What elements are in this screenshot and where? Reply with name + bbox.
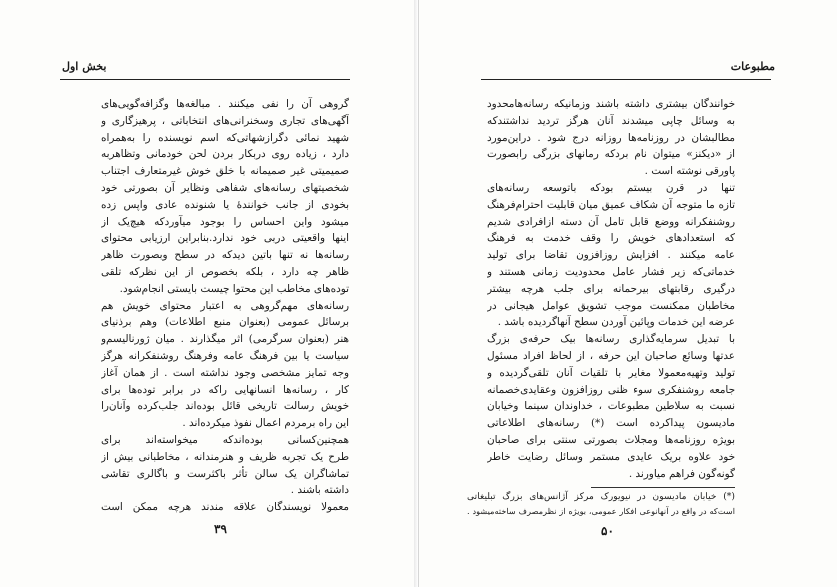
text-line: بخودی از جانب خوانندهٔ یا شنونده عادی واپس زده <box>101 198 349 211</box>
text-line: برسائل عمومی (بعنوان منبع اطلاعات) وهم برذنیای <box>101 316 349 329</box>
text-line: توده‌های مخاطب این محتوا چیست بایستی انجام‌شود. <box>119 282 349 295</box>
text-line: مطالبشان در روزنامه‌ها روزانه درج شود . دراین‌مورد <box>487 131 735 144</box>
text-line: تولید وتهیه‌معمولا مغایر با تلقیات آنان تلقی‌گردیده و <box>487 366 735 379</box>
text-line: هنر (بعنوان سرگرمی) اثر میگذارند . میان ژورنالیسم‌و <box>101 333 349 346</box>
text-line: میشود واین احساس را بوجود میآوردکه هیچ‌یک از <box>101 215 349 228</box>
footnote-line: است‌که در واقع در آنهانوعی افکار عمومی، بویژه از نظرمصرف ساخته‌میشود . <box>467 506 735 516</box>
page-number: ۵۰ <box>601 524 614 538</box>
text-line: خویش رسالت تاریخی قائل بوده‌اند جلب‌کرده وآنان‌را <box>101 400 349 413</box>
text-line: رسانه‌ها نه تنها باتین دیدکه در سطح وبصورت ظاهر <box>101 249 349 262</box>
text-line: معمولا نویسندگان علاقه مندند هرچه ممکن است <box>101 501 349 514</box>
text-line: طرح یک تجربه ظریف و هنرمندانه ، مخاطبانی بیش از <box>101 450 349 463</box>
right-page <box>418 0 837 587</box>
text-line: ظاهر چه دارد ، بلکه بخصوص از این نظرکه تلقی <box>101 265 349 278</box>
text-line: آگهی‌های تجاری وسخنرانی‌های انتخاباتی ، پرهیزگاری و <box>101 114 349 127</box>
text-line: شهید نمائی دگرازشهاتی‌که اسم نویسنده را به‌همراه <box>101 131 349 144</box>
text-line: درگیری رقابتهای بیرحمانه برای جلب هرچه بیشتر <box>487 282 735 295</box>
text-line: رسانه‌های مهم‌گروهی به اعتبار محتوای خویش هم <box>101 299 349 312</box>
text-line: مخاطبان ممکنست موجب تشویق عوامل هیجانی در <box>487 299 735 312</box>
text-line: سیاست یا بین فرهنگ عامه وفرهنگ روشنفکرانه هرگز <box>101 349 349 362</box>
text-line: تماشاگران یک سالن تأثر باکثرست و باگالری تقاشی <box>101 467 349 480</box>
text-line: همچنین‌کسانی بوده‌اندکه میخواسته‌اند برای <box>101 433 349 446</box>
header-rule <box>60 79 350 80</box>
footnote <box>467 490 735 518</box>
text-line: عامه میکنند . افزایش روزافزون تقاضا برای تولید <box>487 249 735 262</box>
text-line: به وسائل چاپی میشدند آنان هرگز تردید نداشتندکه <box>487 114 735 127</box>
left-page <box>0 0 416 587</box>
text-line: عرضه این خدمات وپائین آوردن سطح آنهاگردیده باشد . <box>497 316 735 329</box>
text-line: مادیسون پیداکرده است (*) رسانه‌های اطلاعاتی <box>487 417 735 430</box>
text-line: خوانندگان بیشتری داشته باشند وزمانیکه رسانه‌هامحدود <box>487 98 735 110</box>
text-line: دارد ، زیاده روی دربکار بردن لحن خودمانی وتظاهربه <box>101 148 349 161</box>
text-line: تنها در قرن بیستم بودکه باتوسعه رسانه‌های <box>487 181 735 194</box>
text-line: خدماتی‌که زیر فشار عامل محدودیت زمانی هستند و <box>487 265 735 278</box>
text-line: نسبت به سلاطین مطبوعات ، خداوندان سینما وخیابان <box>487 400 735 413</box>
running-head: مطبوعات <box>730 60 775 73</box>
header-rule <box>481 79 771 80</box>
footnote-rule <box>591 487 735 488</box>
text-line: بویژه روزنامه‌ها ومجلات بصورتی سنتی برای صاحبان <box>487 433 735 446</box>
text-line: صمیمیتی غیر صمیمانه با خلق خوش غیرمتعارف اجتناب <box>101 165 349 178</box>
footnote-line: (*) خیابان مادیسون در نیویورک مرکز آژانس‌های بزرگ تبلیغاتی <box>467 491 735 502</box>
body-text <box>487 96 735 482</box>
text-line: شخصیتهای رسانه‌های شفاهی ونظایر آن بصورتی خود <box>101 181 349 194</box>
text-line: از «دیکنز» میتوان نام بردکه رمانهای بزرگی رابصورت <box>487 148 735 161</box>
text-line: گونه‌گون فراهم میاورند . <box>628 467 735 480</box>
text-line: جامعه روشنفکری سوء ظنی روزافزون وعقایدی‌خصمانه <box>487 383 735 396</box>
text-line: روشنفکرانه ووضع قابل تامل آن دسته ازافرادی شدیم <box>487 215 735 228</box>
text-line: با تبدیل سرمایه‌گذاری رسانه‌ها بیک حرفه‌ی بزرگ <box>487 333 735 346</box>
body-text <box>101 96 349 516</box>
text-line: این راه برمردم اعمال نفوذ میکرده‌اند . <box>182 417 349 430</box>
text-line: که استعدادهای خویش را وقف خدمت به فرهنگ <box>487 232 735 245</box>
text-line: تازه ما متوجه آن شکاف عمیق میان قابلیت احترام‌فرهنگ <box>487 198 735 211</box>
text-line: داشته باشند . <box>290 484 349 497</box>
text-line: عدتها وسائع صاحبان این حرفه ، از لحاظ افراد مسئول <box>487 349 735 362</box>
text-line: گروهی آن را نفی میکنند . مبالغه‌ها وگزافه‌گویی‌های <box>101 98 349 110</box>
text-line: اینها واقعیتی دربی خود ندارد.بنابراین ارزیابی محتوای <box>101 232 349 245</box>
running-head: بخش اول <box>62 60 107 73</box>
text-line: خود علاوه بریک عایدی مستمر وسائل رضایت خاطر <box>487 450 735 463</box>
page-number: ۳۹ <box>214 522 227 536</box>
text-line: پاورقی نوشته است . <box>644 165 735 178</box>
text-line: وجه تمایز مشخصی وجود نداشته است . از همان آغاز <box>101 366 349 379</box>
text-line: کار ، رسانه‌ها انسانهایی راکه در برابر توده‌ها برای <box>101 383 349 396</box>
